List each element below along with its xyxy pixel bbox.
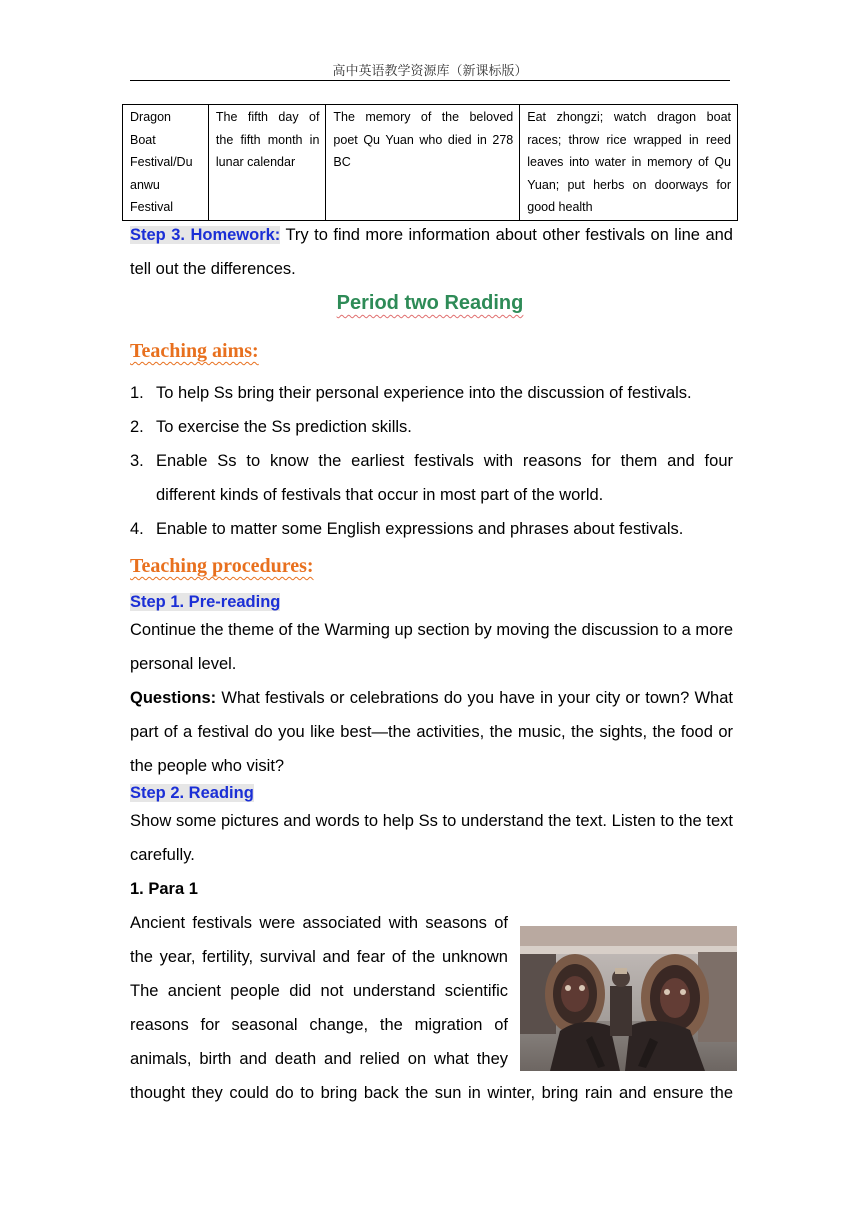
para1-label: 1. Para 1 [130,880,198,898]
para1-line: The ancient people did not understand scientific [130,982,508,1000]
para1-line: Ancient festivals were associated with seasons of [130,914,508,932]
festival-table [122,104,738,221]
questions-text: What festivals or celebrations do you have in your city or town? What part of a festival do you like best—the activities, the music, the sights, the food or the people who visit? [130,689,733,775]
homework-label: Step 3. Homework: [130,226,281,244]
header-divider [130,80,730,81]
festival-name-cell: Dragon Boat Festival/Du anwu Festival [123,105,209,221]
teaching-aims-heading: Teaching aims: [130,340,259,362]
step2-heading: Step 2. Reading [130,784,254,802]
list-item: 2. To exercise the Ss prediction skills. [130,418,412,436]
period-title: Period two Reading [336,292,524,314]
step1-paragraph: Continue the theme of the Warming up section by moving the discussion to a more personal level. [130,621,733,673]
festival-time-cell: The fifth day of the fifth month in lunar calendar [208,105,326,221]
para1-line: the year, fertility, survival and fear of the unknown [130,948,508,966]
para1-line: thought they could do to bring back the sun in winter, bring rain and ensure the [130,1084,733,1102]
para1-line: animals, birth and death and relied on what they [130,1050,508,1068]
festival-reason-cell: The memory of the beloved poet Qu Yuan who died in 278 BC [326,105,520,221]
homework-text: Try to find more information about other festivals on line and tell out the differences. [130,226,733,278]
para1-line: reasons for seasonal change, the migration of [130,1016,508,1034]
questions-paragraph [130,681,733,783]
homework-paragraph [130,218,733,286]
teaching-procedures-heading: Teaching procedures: [130,555,314,577]
table-row [123,105,738,221]
step2-paragraph: Show some pictures and words to help Ss to understand the text. Listen to the text carefully. [130,812,733,864]
questions-label: Questions: [130,689,217,707]
festival-dancers-photo [520,926,737,1071]
list-item: 4. Enable to matter some English expressions and phrases about festivals. [130,520,684,538]
list-item: 3. Enable Ss to know the earliest festivals with reasons for them and four different kinds of festivals that occur in most part of the world. [130,452,733,504]
list-item: 1. To help Ss bring their personal experience into the discussion of festivals. [130,384,692,402]
festival-customs-cell: Eat zhongzi; watch dragon boat races; throw rice wrapped in reed leaves into water in memory of Qu Yuan; put herbs on doorways for good health [520,105,738,221]
step1-heading: Step 1. Pre-reading [130,593,281,611]
page-header: 高中英语教学资源库（新课标版） [332,64,528,79]
